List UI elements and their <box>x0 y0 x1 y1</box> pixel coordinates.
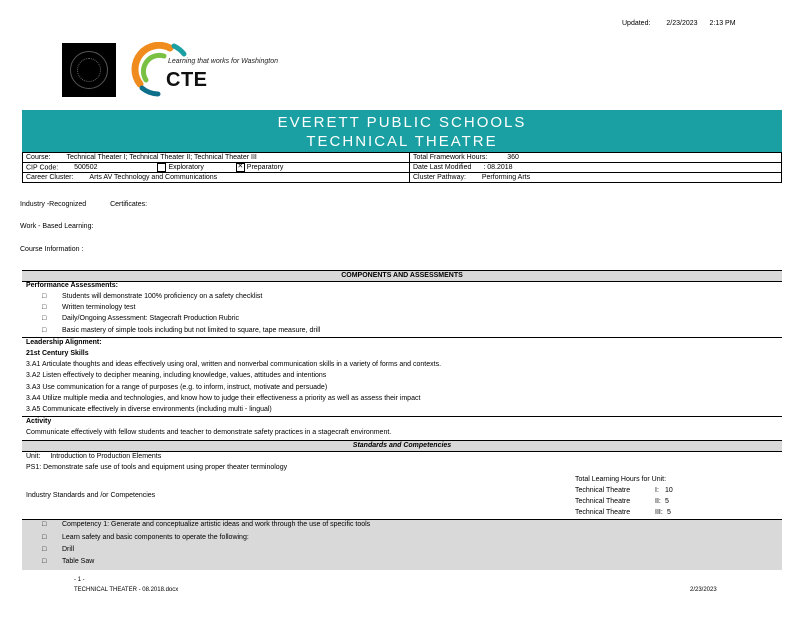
activity-text: Communicate effectively with fellow students and teacher to demonstrate safety practices in a stagecraft environment. <box>26 429 392 436</box>
framework-value: 360 <box>507 154 519 161</box>
checkbox-icon: □ <box>42 546 47 553</box>
unit-line <box>26 453 161 460</box>
cip-label: CIP Code: <box>26 164 59 172</box>
career-cluster-cell <box>23 173 410 183</box>
checkbox-icon: □ <box>42 534 47 541</box>
skill-item: 3.A1 Articulate thoughts and ideas effectively using oral, written and nonverbal communication skills in a variety of forms and contexts. <box>26 361 442 368</box>
competency-item: Learn safety and basic components to operate the following: <box>62 534 249 541</box>
certificates-label: Certificates: <box>110 201 148 208</box>
framework-cell <box>410 153 782 163</box>
school-seal-icon <box>62 43 116 97</box>
course-information-label: Course Information : <box>20 246 84 253</box>
ps1-standard: PS1: Demonstrate safe use of tools and equipment using proper theater terminology <box>26 464 288 471</box>
date-modified-label: Date Last Modified <box>413 164 472 171</box>
divider <box>22 337 782 338</box>
framework-label: Total Framework Hours: <box>413 154 488 161</box>
century-skills-label: 21st Century Skills <box>26 350 89 357</box>
cte-tagline: Learning that works for Washington <box>168 58 278 65</box>
updated-time: 2:13 PM <box>709 20 736 27</box>
cluster-pathway-label: Cluster Pathway: <box>413 174 466 181</box>
exploratory-checkbox[interactable] <box>157 163 166 172</box>
page-number: - 1 - <box>74 577 85 583</box>
checkbox-icon: □ <box>42 558 47 565</box>
hours-row: Technical Theatre II: 5 <box>575 498 669 505</box>
leadership-label: Leadership Alignment: <box>26 339 102 346</box>
career-cluster-label: Career Cluster: <box>26 174 74 181</box>
competency-item: Drill <box>62 546 75 553</box>
date-modified-value: : 08.2018 <box>483 164 513 171</box>
checkbox-icon: □ <box>42 304 47 311</box>
unit-label: Unit: <box>26 453 41 460</box>
course-info-table <box>22 152 782 183</box>
cluster-pathway-cell <box>410 173 782 183</box>
industry-recognized-label: Industry -Recognized Certificates: <box>20 201 148 208</box>
assessment-item: Written terminology test <box>62 304 136 311</box>
assessment-item: Daily/Ongoing Assessment: Stagecraft Production Rubric <box>62 315 240 322</box>
divider <box>22 416 782 417</box>
checkbox-icon: □ <box>42 293 47 300</box>
banner-line2: TECHNICAL THEATRE <box>306 133 498 150</box>
document-name: TECHNICAL THEATER - 08.2018.docx <box>74 587 179 593</box>
assessment-item: Basic mastery of simple tools including but not limited to square, tape measure, drill <box>62 327 321 334</box>
skill-item: 3.A4 Utilize multiple media and technologies, and know how to judge their effectiveness a priority as well as assess their impact <box>26 395 421 402</box>
cip-value: 500502 <box>74 164 98 172</box>
course-label: Course: <box>26 154 51 161</box>
standards-header: Standards and Competencies <box>22 440 782 452</box>
preparatory-label: Preparatory <box>246 164 284 172</box>
career-cluster-value: Arts AV Technology and Communications <box>89 174 218 181</box>
work-based-label: Work - Based Learning: <box>20 223 94 230</box>
competency-item: Competency 1: Generate and conceptualize artistic ideas and work through the use of specific tools <box>62 521 371 528</box>
hours-title: Total Learning Hours for Unit: <box>575 476 667 483</box>
cip-cell <box>23 163 410 173</box>
industry-standards-label: Industry Standards and /or Competencies <box>26 492 156 499</box>
checkbox-icon: □ <box>42 521 47 528</box>
hours-row: Technical Theatre I: 10 <box>575 487 673 494</box>
skill-item: 3.A5 Communicate effectively in diverse environments (including multi - lingual) <box>26 406 272 413</box>
competency-item: Table Saw <box>62 558 95 565</box>
footer-date: 2/23/2023 <box>690 587 717 593</box>
components-header: COMPONENTS AND ASSESSMENTS <box>22 270 782 282</box>
date-modified-cell <box>410 163 782 173</box>
preparatory-checkbox[interactable]: ✕ <box>237 163 244 170</box>
banner-line1: EVERETT PUBLIC SCHOOLS <box>277 114 527 131</box>
skill-item: 3.A3 Use communication for a range of purposes (e.g. to inform, instruct, motivate and persuade) <box>26 384 328 391</box>
cluster-pathway-value: Performing Arts <box>481 174 531 181</box>
exploratory-label: Exploratory <box>168 164 204 172</box>
hours-row: Technical Theatre III: 5 <box>575 509 671 516</box>
course-value: Technical Theater I; Technical Theater II; Technical Theater III <box>66 154 257 161</box>
updated-label: Updated: <box>622 20 651 27</box>
cte-wordmark: CTE <box>166 69 208 91</box>
checkbox-icon: □ <box>42 315 47 322</box>
skill-item: 3.A2 Listen effectively to decipher meaning, including knowledge, values, attitudes and intentions <box>26 372 327 379</box>
activity-label: Activity <box>26 418 52 425</box>
course-cell <box>23 153 410 163</box>
unit-value: Introduction to Production Elements <box>50 453 162 460</box>
title-banner <box>22 110 782 152</box>
checkbox-icon: □ <box>42 327 47 334</box>
assessment-item: Students will demonstrate 100% proficiency on a safety checklist <box>62 293 263 300</box>
updated-date: 2/23/2023 <box>666 20 698 27</box>
cte-logo <box>130 42 310 98</box>
updated-stamp <box>622 20 736 27</box>
performance-label: Performance Assessments: <box>26 282 118 289</box>
